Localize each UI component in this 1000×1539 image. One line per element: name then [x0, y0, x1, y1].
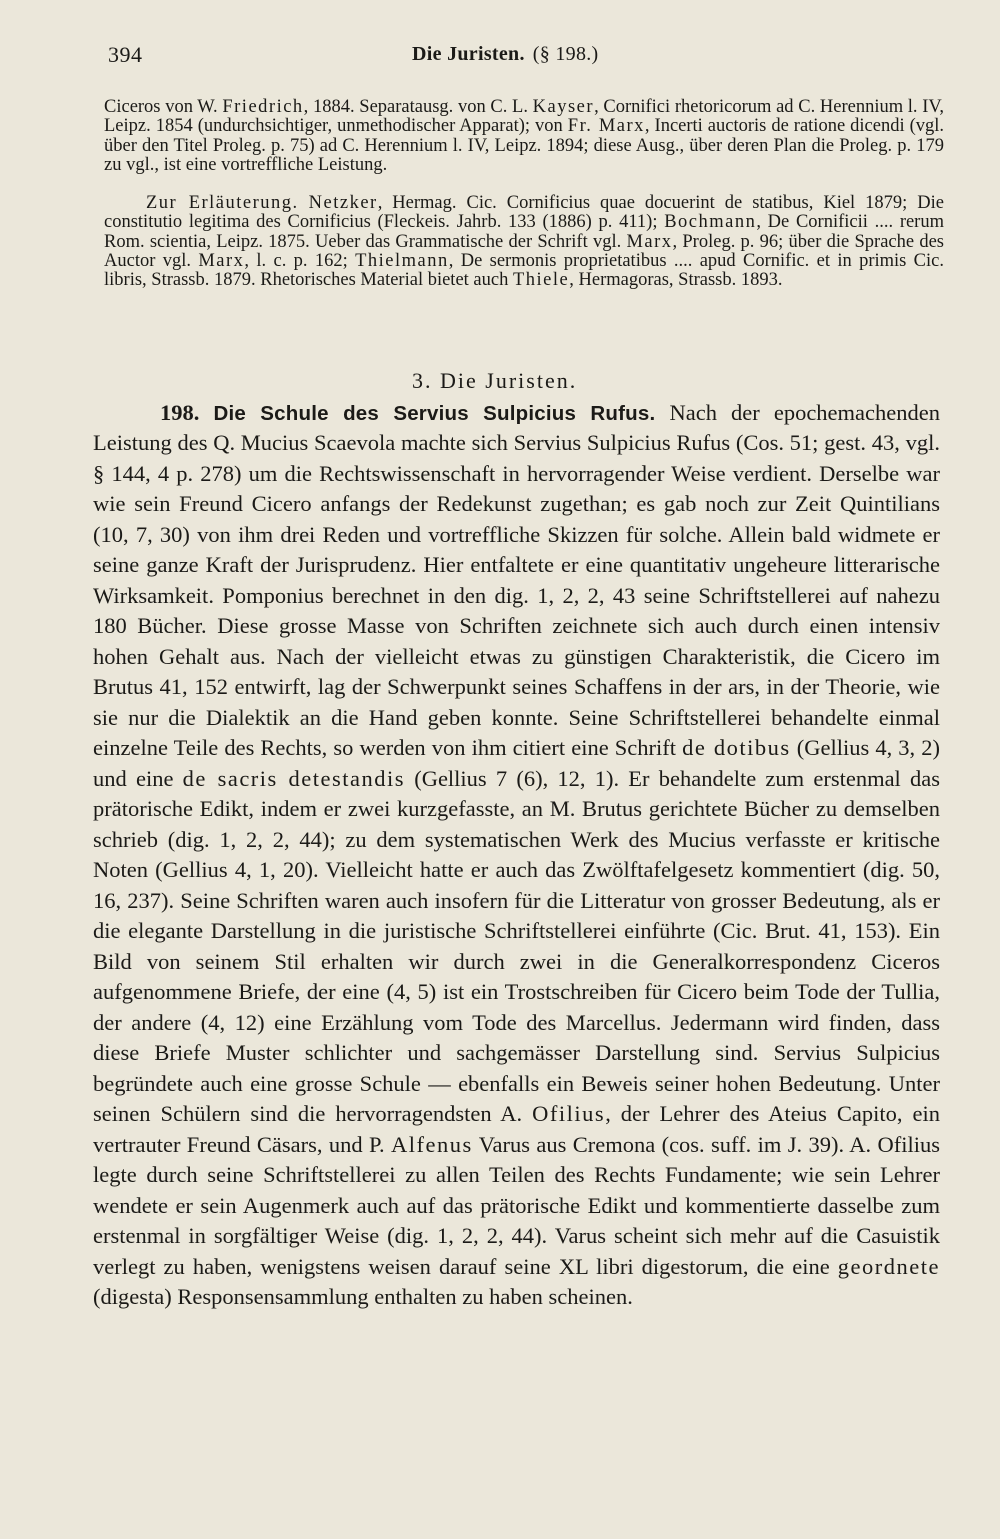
body-paragraph	[93, 398, 940, 1313]
author-name: Thiele	[512, 270, 570, 291]
note-text: , De sermonis proprietatibus .... apud Cornific. et in primis Cic. libris, Strassb. 1879. Rhetorisches Material bietet auch	[104, 250, 944, 291]
body-text: (Gellius 4, 3, 2) und eine	[93, 735, 940, 791]
body-text: (digesta) Responsensammlung enthalten zu haben scheinen.	[93, 1284, 633, 1310]
note-text: Ciceros von W.	[104, 97, 223, 117]
main-text	[93, 398, 940, 1313]
work-title: de dotibus	[682, 735, 791, 761]
note-text: , Hermag. Cic. Cornificius quae docuerint de statibus, Kiel 1879; Die constitutio legitima des Cornificius (Fleckeis. Jahrb. 133 (1886) p. 411);	[104, 192, 944, 233]
author-name: Bochmann	[664, 212, 757, 233]
note-text: , De Cornificii .... rerum Rom. scientia, Leipz. 1875. Ueber das Grammatische der Schrift vgl.	[104, 212, 944, 252]
person-name: Alfenus	[391, 1131, 473, 1157]
author-name: Netzker	[308, 192, 378, 213]
author-name: Kayser	[532, 97, 595, 117]
author-name: Fr. Marx	[567, 116, 645, 137]
page-number: 394	[108, 42, 143, 67]
running-head-title: Die Juristen.	[412, 43, 525, 65]
running-head-reference: (§ 198.)	[532, 43, 599, 65]
bibliographic-notes	[104, 98, 944, 291]
note-text: , Cornifici rhetoricorum ad C. Herennium l. IV, Leipz. 1854 (undurchsichtiger, unmethodischer Apparat); von	[104, 97, 944, 137]
author-name: Thielmann	[355, 250, 449, 271]
note-text: , Incerti auctoris de ratione dicendi (vgl. über den Titel Proleg. p. 75) ad C. Herennium l. IV, Leipz. 1894; diese Ausg., über deren Plan die Proleg. p. 179 zu vgl., ist eine vortreffliche Leistung.	[104, 116, 944, 176]
author-name: Marx	[626, 231, 673, 252]
body-text: Nach der epochemachenden Leistung des Q. Mucius Scaevola machte sich Servius Sulpicius Rufus (Cos. 51; gest. 43, vgl. § 144, 4 p. 278) um die Rechtswissenschaft in hervorragender Weise verdient. Derselbe war wie sein Freund Cicero anfangs der Redekunst zugethan; es gab noch zur Zeit Quintilians (10, 7, 30) von ihm drei Reden und vortreffliche Skizzen für solche. Allein bald widmete er seine ganze Kraft der Jurisprudenz. Hier entfaltete er eine quantitativ ungeheure litterarische Wirksamkeit. Pomponius berechnet in den dig. 1, 2, 2, 43 seine Schriftstellerei auf nahezu 180 Bücher. Diese grosse Masse von Schriften zeichnete sich auch durch einen intensiv hohen Gehalt aus. Nach der vielleicht etwas zu günstigen Charakteristik, die Cicero im Brutus 41, 152 entwirft, lag der Schwerpunkt seines Schaffens in der ars, in der Theorie, wie sie nur die Dialektik an die Hand geben konnte. Seine Schriftstellerei behandelte einmal einzelne Teile des Rechts, so werden von ihm citiert eine Schrift	[93, 400, 940, 761]
section-title: 3. Die Juristen.	[412, 368, 578, 393]
notes-paragraph	[104, 98, 944, 176]
notes-paragraph	[104, 194, 944, 291]
note-label: Zur Erläuterung.	[146, 192, 299, 213]
body-text: (Gellius 7 (6), 12, 1). Er behandelte zum erstenmal das prätorische Edikt, indem er zwei kurzgefasste, an M. Brutus gerichtete Bücher zu demselben schrieb (dig. 1, 2, 2, 44); zu dem systematischen Werk des Mucius verfasste er kritische Noten (Gellius 4, 1, 20). Vielleicht hatte er auch das Zwölftafelgesetz kommentiert (dig. 50, 16, 237). Seine Schriften waren auch insofern für die Litteratur von grosser Bedeutung, als er die elegante Darstellung in die juristische Schriftstellerei einführte (Cic. Brut. 41, 153). Ein Bild von seinem Stil erhalten wir durch zwei in die Generalkorrespondenz Ciceros aufgenommene Briefe, der eine (4, 5) ist ein Trostschreiben für Cicero beim Tode der Tullia, der andere (4, 12) eine Erzählung vom Tode des Marcellus. Jedermann wird finden, dass diese Briefe Muster schlichter und sachgemässer Darstellung sind. Servius Sulpicius begründete auch eine grosse Schule — ebenfalls ein Beweis seiner hohen Bedeutung. Unter seinen Schülern sind die hervorragendsten A.	[93, 765, 940, 1127]
note-text: , Proleg. p. 96; über die Sprache des Auctor vgl.	[104, 231, 944, 271]
note-text: , l. c. p. 162;	[244, 250, 356, 271]
author-name: Marx	[198, 250, 245, 271]
body-text: , der Lehrer des Ateius Capito, ein vertrauter Freund Cäsars, und P.	[93, 1101, 940, 1157]
emphasized-word: geordnete	[837, 1253, 940, 1279]
note-text: , Hermagoras, Strassb. 1893.	[569, 270, 783, 291]
work-title: de sacris detestandis	[182, 765, 405, 791]
page-header	[0, 42, 1000, 72]
section-number: 198.	[160, 400, 200, 425]
author-name: Friedrich	[222, 97, 304, 117]
note-text: , 1884. Separatausg. von C. L.	[303, 97, 533, 117]
person-name: Ofilius	[532, 1101, 606, 1127]
section-heading: Die Schule des Servius Sulpicius Rufus.	[213, 402, 656, 425]
running-head	[412, 43, 599, 66]
body-text: Varus aus Cremona (cos. suff. im J. 39). A. Ofilius legte durch seine Schriftstellerei zu allen Teilen des Rechts Fundamente; wie sein Lehrer wendete er sein Augenmerk auch auf das prätorische Edikt und kommentierte dasselbe zum erstenmal in sorgfältiger Weise (dig. 1, 2, 2, 44). Varus scheint sich mehr auf die Casuistik verlegt zu haben, wenigstens weisen darauf seine XL libri digestorum, die eine	[93, 1131, 940, 1279]
